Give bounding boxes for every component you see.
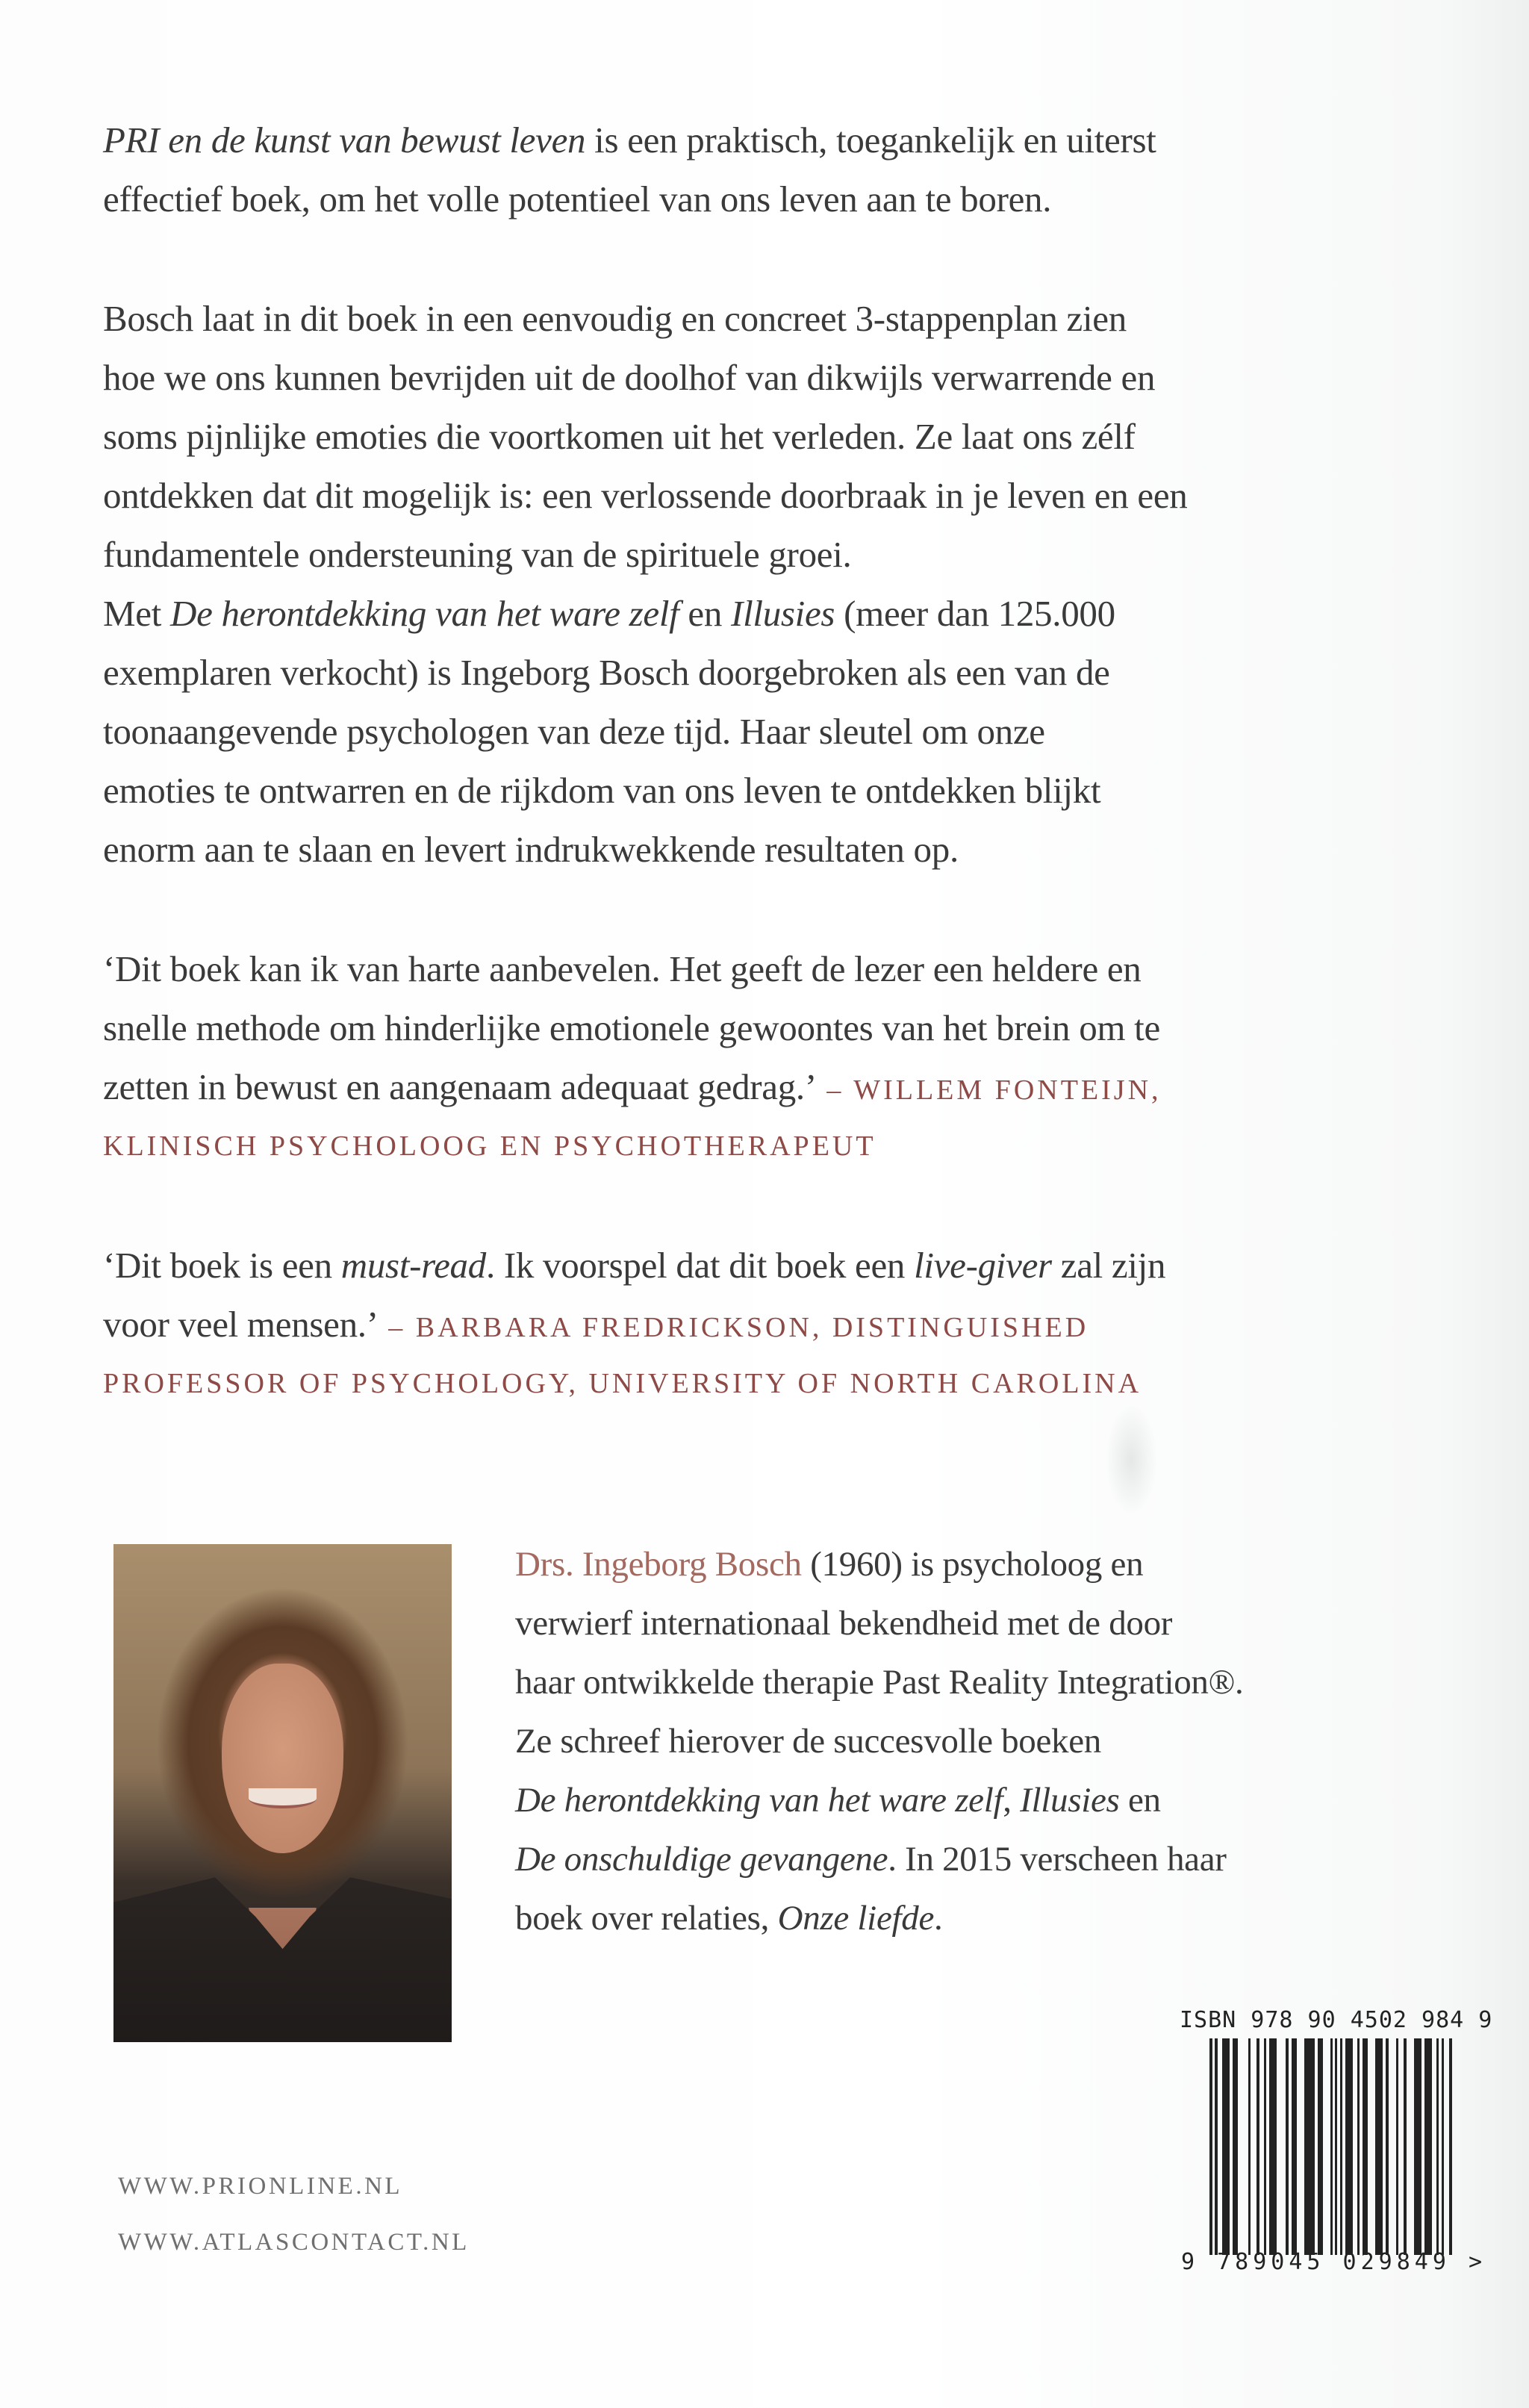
description-line: Bosch laat in dit boek in een eenvoudig en concreet 3-stappenplan zien	[103, 298, 1127, 339]
isbn-barcode	[1150, 2001, 1493, 2277]
author-bio-line-1: Drs. Ingeborg Bosch (1960) is psycholoog en	[515, 1545, 1144, 1584]
description-line: enorm aan te slaan en levert indrukwekkende resultaten op.	[103, 829, 959, 870]
intro-line-2: effectief boek, om het volle potentieel van ons leven aan te boren.	[103, 178, 1052, 220]
description-line: exemplaren verkocht) is Ingeborg Bosch doorgebroken als een van de	[103, 652, 1110, 693]
description-line: soms pijnlijke emoties die voortkomen uit het verleden. Ze laat ons zélf	[103, 416, 1136, 457]
website-atlascontact[interactable]: WWW.ATLASCONTACT.NL	[118, 2229, 470, 2256]
description-line: hoe we ons kunnen bevrijden uit de doolhof van dikwijls verwarrende en	[103, 357, 1156, 398]
quote-1-line: ‘Dit boek kan ik van harte aanbevelen. Het geeft de lezer een heldere en	[103, 948, 1142, 989]
description-line: emoties te ontwarren en de rijkdom van ons leven te ontdekken blijkt	[103, 770, 1101, 811]
book-title-illusies: Illusies	[731, 593, 835, 634]
paper-smudge	[1105, 1404, 1157, 1516]
description-met-line: Met De herontdekking van het ware zelf en Illusies (meer dan 125.000	[103, 593, 1115, 634]
photo-smile	[249, 1788, 317, 1808]
description-line: ontdekken dat dit mogelijk is: een verlossende doorbraak in je leven en een	[103, 475, 1188, 516]
quote-1-attribution: WILLEM FONTEIJN,	[853, 1074, 1162, 1106]
quote-2-line-2: voor veel mensen.’ – BARBARA FREDRICKSON, DISTINGUISHED	[103, 1304, 1089, 1345]
book-title-italic: PRI en de kunst van bewust leven	[103, 119, 586, 161]
author-bio-line-7: boek over relaties, Onze liefde.	[515, 1899, 943, 1938]
quote-1-line-3: zetten in bewust en aangenaam adequaat gedrag.’ – WILLEM FONTEIJN,	[103, 1066, 1162, 1107]
author-bio-line-6: De onschuldige gevangene. In 2015 verscheen haar	[515, 1840, 1227, 1879]
author-photo	[113, 1544, 452, 2042]
author-name: Drs. Ingeborg Bosch	[515, 1545, 802, 1584]
intro-line-1: PRI en de kunst van bewust leven is een praktisch, toegankelijk en uiterst	[103, 119, 1156, 161]
author-bio-line: verwierf internationaal bekendheid met de door	[515, 1604, 1173, 1643]
isbn-label: ISBN 978 90 4502 984 9	[1180, 2007, 1493, 2033]
barcode-bars	[1209, 2038, 1501, 2255]
quote-1-line: snelle methode om hinderlijke emotionele gewoontes van het brein om te	[103, 1007, 1160, 1048]
book-title-herontdekking: De herontdekking van het ware zelf	[169, 593, 679, 634]
description-line: fundamentele ondersteuning van de spirituele groei.	[103, 534, 852, 575]
website-prionline[interactable]: WWW.PRIONLINE.NL	[118, 2173, 403, 2200]
quote-2-attribution-line-2: PROFESSOR OF PSYCHOLOGY, UNIVERSITY OF NORTH CAROLINA	[103, 1368, 1142, 1399]
photo-face	[222, 1664, 343, 1852]
photo-jacket	[113, 1863, 452, 2042]
quote-2-line-1: ‘Dit boek is een must-read. Ik voorspel dat dit boek een live-giver zal zijn	[103, 1245, 1166, 1286]
author-bio-line: haar ontwikkelde therapie Past Reality Integration®.	[515, 1663, 1244, 1702]
quote-1-attribution-line-2: KLINISCH PSYCHOLOOG EN PSYCHOTHERAPEUT	[103, 1130, 876, 1162]
author-bio-line-5: De herontdekking van het ware zelf, Illusies en	[515, 1781, 1161, 1820]
quote-2-attribution: BARBARA FREDRICKSON, DISTINGUISHED	[415, 1312, 1089, 1343]
author-bio-line: Ze schreef hierover de succesvolle boeken	[515, 1722, 1102, 1761]
ean-digits: 9 789045 029849 >	[1181, 2249, 1487, 2275]
description-line: toonaangevende psychologen van deze tijd. Haar sleutel om onze	[103, 711, 1045, 752]
